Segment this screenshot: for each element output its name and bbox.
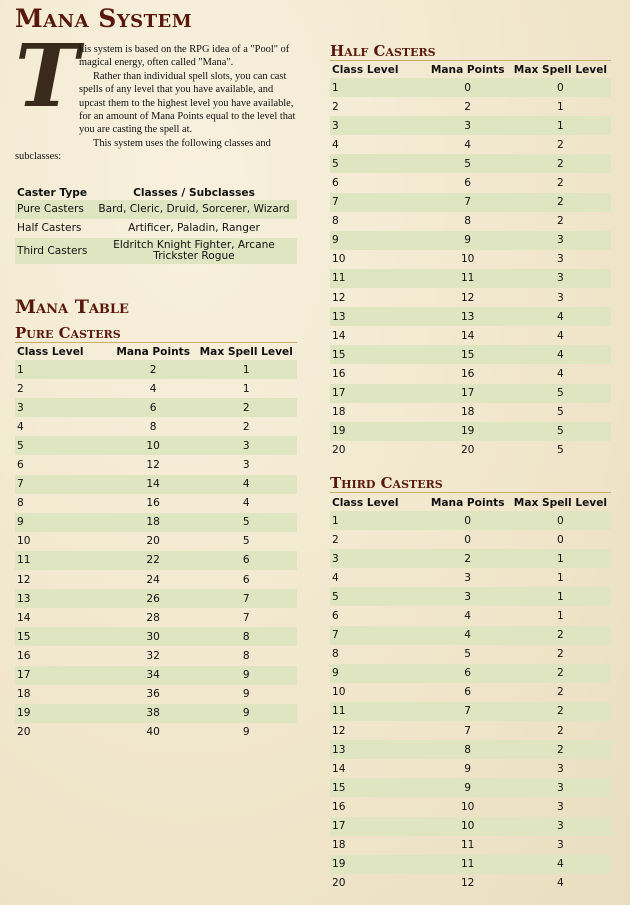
caster-classes-table bbox=[15, 186, 297, 264]
max-spell-level-cell: 9 bbox=[195, 666, 297, 685]
class-level-cell: 20 bbox=[17, 726, 31, 739]
max-spell-level-cell: 6 bbox=[195, 551, 297, 570]
table-row bbox=[330, 817, 611, 836]
column-header: Class Level bbox=[332, 64, 399, 76]
mana-points-cell: 36 bbox=[146, 688, 160, 701]
class-level-cell: 3 bbox=[330, 116, 426, 135]
mana-points-cell: 17 bbox=[426, 384, 510, 403]
max-spell-level-cell: 3 bbox=[510, 817, 611, 836]
max-spell-level-cell: 2 bbox=[510, 664, 611, 683]
max-spell-level-cell: 3 bbox=[510, 269, 611, 288]
mana-points-cell: 10 bbox=[426, 817, 510, 836]
mana-points-cell: 6 bbox=[464, 177, 472, 190]
max-spell-level-cell: 1 bbox=[557, 100, 564, 113]
table-row bbox=[330, 250, 611, 269]
column-header: Max Spell Level bbox=[513, 497, 608, 509]
max-spell-level-cell: 1 bbox=[510, 549, 611, 568]
table-row bbox=[330, 384, 611, 403]
class-level-cell: 11 bbox=[15, 551, 111, 570]
table-row bbox=[330, 326, 611, 345]
class-level-cell: 12 bbox=[332, 724, 346, 737]
mana-points-cell: 7 bbox=[426, 193, 510, 212]
table-row bbox=[15, 589, 297, 608]
table-header-row bbox=[330, 62, 611, 78]
class-level-cell: 16 bbox=[332, 800, 346, 813]
class-level-cell: 18 bbox=[332, 406, 346, 419]
table-row bbox=[330, 135, 611, 154]
class-level-cell: 1 bbox=[330, 511, 426, 530]
mana-table-heading: Mana Table bbox=[15, 296, 129, 318]
max-spell-level-cell: 2 bbox=[510, 740, 611, 759]
column-header: Max Spell Level bbox=[199, 346, 293, 358]
max-spell-level-cell: 1 bbox=[557, 610, 564, 623]
class-level-cell: 13 bbox=[15, 589, 111, 608]
class-level-cell: 8 bbox=[17, 497, 24, 510]
class-level-cell: 19 bbox=[330, 855, 426, 874]
max-spell-level-cell: 2 bbox=[557, 177, 564, 190]
class-level-cell: 1 bbox=[15, 360, 111, 379]
table-row bbox=[330, 364, 611, 383]
table-row bbox=[330, 212, 611, 231]
max-spell-level-cell: 8 bbox=[195, 627, 297, 646]
class-level-cell: 19 bbox=[15, 704, 111, 723]
max-spell-level-cell: 4 bbox=[510, 345, 611, 364]
caster-classes: Artificer, Paladin, Ranger bbox=[128, 222, 260, 234]
table-row bbox=[15, 360, 297, 379]
mana-points-cell: 0 bbox=[464, 533, 472, 546]
column-header: Class Level bbox=[17, 346, 84, 358]
table-row bbox=[330, 511, 611, 530]
table-row bbox=[330, 721, 611, 740]
class-level-cell: 5 bbox=[330, 587, 426, 606]
mana-points-cell: 10 bbox=[111, 436, 196, 455]
max-spell-level-cell: 3 bbox=[557, 839, 564, 852]
table-row bbox=[330, 231, 611, 250]
class-level-cell: 9 bbox=[330, 231, 426, 250]
max-spell-level-cell: 6 bbox=[242, 573, 250, 586]
max-spell-level-cell: 2 bbox=[242, 420, 250, 433]
class-level-cell: 20 bbox=[332, 877, 346, 890]
max-spell-level-cell: 1 bbox=[510, 116, 611, 135]
class-level-cell: 14 bbox=[17, 611, 31, 624]
mana-points-cell: 3 bbox=[464, 571, 472, 584]
max-spell-level-cell: 2 bbox=[557, 138, 564, 151]
table-row bbox=[15, 704, 297, 723]
third-casters-heading: Third Casters bbox=[330, 474, 611, 493]
mana-points-cell: 30 bbox=[111, 627, 196, 646]
caster-type: Half Casters bbox=[17, 222, 82, 234]
max-spell-level-cell: 4 bbox=[510, 855, 611, 874]
mana-points-cell: 0 bbox=[426, 511, 510, 530]
mana-points-cell: 3 bbox=[426, 116, 510, 135]
class-level-cell: 9 bbox=[15, 513, 111, 532]
caster-type: Pure Casters bbox=[15, 200, 91, 219]
class-level-cell: 6 bbox=[332, 610, 339, 623]
mana-points-cell: 16 bbox=[460, 367, 475, 380]
column-header: Max Spell Level bbox=[513, 64, 608, 76]
class-level-cell: 15 bbox=[15, 627, 111, 646]
table-row bbox=[15, 398, 297, 417]
max-spell-level-cell: 2 bbox=[557, 215, 564, 228]
table-row bbox=[330, 97, 611, 116]
table-row bbox=[330, 606, 611, 625]
class-level-cell: 7 bbox=[330, 193, 426, 212]
table-row bbox=[330, 568, 611, 587]
table-row bbox=[330, 664, 611, 683]
table-row bbox=[15, 551, 297, 570]
mana-points-cell: 22 bbox=[111, 551, 196, 570]
table-row bbox=[15, 627, 297, 646]
table-row bbox=[15, 532, 297, 551]
mana-points-cell: 8 bbox=[464, 215, 472, 228]
class-level-cell: 8 bbox=[332, 648, 339, 661]
max-spell-level-cell: 3 bbox=[557, 762, 564, 775]
max-spell-level-cell: 3 bbox=[510, 231, 611, 250]
table-row bbox=[330, 683, 611, 702]
mana-points-cell: 7 bbox=[464, 724, 472, 737]
class-level-cell: 18 bbox=[332, 839, 346, 852]
class-level-cell: 8 bbox=[332, 215, 339, 228]
class-level-cell: 17 bbox=[330, 817, 426, 836]
class-level-cell: 12 bbox=[17, 573, 31, 586]
caster-type: Third Casters bbox=[15, 238, 91, 264]
mana-points-cell: 38 bbox=[111, 704, 196, 723]
mana-points-cell: 26 bbox=[111, 589, 196, 608]
pure-casters-table bbox=[15, 344, 297, 742]
max-spell-level-cell: 2 bbox=[557, 724, 564, 737]
caster-type-header: Caster Type bbox=[17, 187, 88, 199]
class-level-cell: 3 bbox=[330, 549, 426, 568]
table-row bbox=[330, 78, 611, 97]
class-level-cell: 20 bbox=[332, 444, 346, 457]
max-spell-level-cell: 2 bbox=[195, 398, 297, 417]
mana-points-cell: 4 bbox=[149, 382, 157, 395]
class-level-cell: 15 bbox=[330, 778, 426, 797]
mana-points-cell: 12 bbox=[146, 459, 160, 472]
max-spell-level-cell: 8 bbox=[242, 649, 250, 662]
column-header: Mana Points bbox=[116, 346, 190, 358]
table-row bbox=[330, 836, 611, 855]
table-row bbox=[330, 759, 611, 778]
table-row bbox=[15, 513, 297, 532]
table-row bbox=[15, 219, 297, 238]
max-spell-level-cell: 2 bbox=[510, 702, 611, 721]
class-level-cell: 4 bbox=[332, 138, 339, 151]
table-row bbox=[330, 173, 611, 192]
table-row bbox=[330, 740, 611, 759]
max-spell-level-cell: 5 bbox=[557, 406, 564, 419]
mana-points-cell: 18 bbox=[460, 406, 475, 419]
drop-cap: T bbox=[15, 26, 79, 127]
max-spell-level-cell: 9 bbox=[242, 688, 250, 701]
max-spell-level-cell: 1 bbox=[242, 382, 250, 395]
mana-points-cell: 7 bbox=[426, 702, 510, 721]
class-level-cell: 19 bbox=[330, 422, 426, 441]
max-spell-level-cell: 1 bbox=[195, 360, 297, 379]
max-spell-level-cell: 5 bbox=[510, 384, 611, 403]
class-level-cell: 10 bbox=[332, 686, 346, 699]
table-row bbox=[15, 666, 297, 685]
max-spell-level-cell: 4 bbox=[557, 877, 564, 890]
table-row bbox=[330, 874, 611, 893]
table-row bbox=[15, 379, 297, 398]
mana-points-cell: 2 bbox=[426, 549, 510, 568]
table-header-row bbox=[330, 495, 611, 511]
table-header-row bbox=[15, 344, 297, 360]
mana-points-cell: 4 bbox=[426, 626, 510, 645]
max-spell-level-cell: 9 bbox=[242, 726, 250, 739]
classes-header: Classes / Subclasses bbox=[133, 187, 255, 199]
class-level-cell: 5 bbox=[330, 154, 426, 173]
table-row bbox=[330, 855, 611, 874]
class-level-cell: 2 bbox=[332, 533, 339, 546]
column-header: Class Level bbox=[332, 497, 399, 509]
max-spell-level-cell: 4 bbox=[195, 475, 297, 494]
mana-points-cell: 5 bbox=[464, 648, 472, 661]
mana-points-cell: 11 bbox=[426, 269, 510, 288]
table-row bbox=[15, 200, 297, 219]
mana-points-cell: 32 bbox=[146, 649, 160, 662]
max-spell-level-cell: 3 bbox=[242, 459, 250, 472]
class-level-cell: 16 bbox=[332, 367, 346, 380]
column-header: Mana Points bbox=[430, 64, 505, 76]
class-level-cell: 9 bbox=[330, 664, 426, 683]
table-row bbox=[15, 685, 297, 704]
mana-points-cell: 8 bbox=[149, 420, 157, 433]
table-row bbox=[330, 778, 611, 797]
class-level-cell: 2 bbox=[17, 382, 24, 395]
table-row bbox=[15, 494, 297, 513]
mana-points-cell: 6 bbox=[426, 664, 510, 683]
intro-paragraph-2: Rather than individual spell slots, you can cast spells of any level that you have available, and upcast them to the highest level you have available, for an amount of Mana Points equal to the level that you are casting the spell at. bbox=[79, 70, 296, 136]
class-level-cell: 15 bbox=[330, 345, 426, 364]
mana-points-cell: 5 bbox=[426, 154, 510, 173]
class-level-cell: 6 bbox=[332, 177, 339, 190]
mana-points-cell: 10 bbox=[460, 800, 475, 813]
max-spell-level-cell: 3 bbox=[557, 253, 564, 266]
table-row bbox=[330, 307, 611, 326]
class-level-cell: 17 bbox=[330, 384, 426, 403]
max-spell-level-cell: 3 bbox=[195, 436, 297, 455]
max-spell-level-cell: 4 bbox=[557, 367, 564, 380]
mana-points-cell: 11 bbox=[426, 855, 510, 874]
max-spell-level-cell: 0 bbox=[510, 511, 611, 530]
table-row bbox=[330, 797, 611, 816]
table-row bbox=[330, 626, 611, 645]
max-spell-level-cell: 3 bbox=[557, 800, 564, 813]
max-spell-level-cell: 7 bbox=[195, 589, 297, 608]
table-row bbox=[330, 702, 611, 721]
class-level-cell: 1 bbox=[330, 78, 426, 97]
max-spell-level-cell: 4 bbox=[557, 329, 564, 342]
class-level-cell: 2 bbox=[332, 100, 339, 113]
max-spell-level-cell: 5 bbox=[510, 422, 611, 441]
mana-points-cell: 20 bbox=[460, 444, 475, 457]
table-row bbox=[330, 549, 611, 568]
class-level-cell: 4 bbox=[17, 420, 24, 433]
class-level-cell: 11 bbox=[330, 269, 426, 288]
class-level-cell: 18 bbox=[17, 688, 31, 701]
pure-casters-heading: Pure Casters bbox=[15, 324, 297, 343]
table-row bbox=[330, 645, 611, 664]
mana-points-cell: 18 bbox=[111, 513, 196, 532]
max-spell-level-cell: 9 bbox=[195, 704, 297, 723]
mana-points-cell: 3 bbox=[426, 587, 510, 606]
class-level-cell: 12 bbox=[332, 291, 346, 304]
max-spell-level-cell: 3 bbox=[510, 778, 611, 797]
table-row bbox=[15, 417, 297, 436]
table-row bbox=[330, 587, 611, 606]
table-row bbox=[330, 403, 611, 422]
class-level-cell: 13 bbox=[330, 740, 426, 759]
max-spell-level-cell: 3 bbox=[557, 291, 564, 304]
mana-points-cell: 10 bbox=[460, 253, 475, 266]
table-row bbox=[15, 455, 297, 474]
max-spell-level-cell: 2 bbox=[510, 154, 611, 173]
mana-points-cell: 16 bbox=[146, 497, 160, 510]
class-level-cell: 17 bbox=[15, 666, 111, 685]
max-spell-level-cell: 4 bbox=[510, 307, 611, 326]
mana-points-cell: 12 bbox=[460, 291, 475, 304]
mana-points-cell: 6 bbox=[464, 686, 472, 699]
caster-classes: Bard, Cleric, Druid, Sorcerer, Wizard bbox=[91, 200, 297, 219]
max-spell-level-cell: 2 bbox=[510, 626, 611, 645]
third-casters-table bbox=[330, 495, 611, 893]
mana-points-cell: 24 bbox=[146, 573, 160, 586]
class-level-cell: 13 bbox=[330, 307, 426, 326]
max-spell-level-cell: 5 bbox=[557, 444, 564, 457]
mana-points-cell: 20 bbox=[146, 535, 160, 548]
table-row bbox=[330, 441, 611, 460]
page-title: Mana System bbox=[15, 4, 193, 33]
table-row bbox=[330, 288, 611, 307]
max-spell-level-cell: 5 bbox=[242, 535, 250, 548]
table-row bbox=[15, 570, 297, 589]
half-casters-heading: Half Casters bbox=[330, 42, 611, 61]
table-row bbox=[330, 193, 611, 212]
table-row bbox=[15, 646, 297, 665]
table-row bbox=[330, 530, 611, 549]
max-spell-level-cell: 1 bbox=[510, 587, 611, 606]
table-row bbox=[15, 723, 297, 742]
class-level-cell: 16 bbox=[17, 649, 31, 662]
class-level-cell: 7 bbox=[330, 626, 426, 645]
mana-points-cell: 19 bbox=[426, 422, 510, 441]
half-casters-table bbox=[330, 62, 611, 460]
mana-points-cell: 12 bbox=[460, 877, 475, 890]
class-level-cell: 10 bbox=[332, 253, 346, 266]
mana-points-cell: 11 bbox=[460, 839, 475, 852]
class-level-cell: 11 bbox=[330, 702, 426, 721]
class-level-cell: 5 bbox=[15, 436, 111, 455]
max-spell-level-cell: 5 bbox=[195, 513, 297, 532]
intro-text bbox=[15, 26, 297, 164]
mana-points-cell: 14 bbox=[460, 329, 475, 342]
max-spell-level-cell: 2 bbox=[510, 193, 611, 212]
mana-points-cell: 4 bbox=[464, 138, 472, 151]
mana-points-cell: 28 bbox=[146, 611, 160, 624]
class-level-cell: 6 bbox=[17, 459, 24, 472]
intro-paragraph-1: his system is based on the RPG idea of a "Pool" of magical energy, often called "Mana". bbox=[79, 44, 290, 69]
table-row bbox=[15, 436, 297, 455]
mana-points-cell: 9 bbox=[464, 762, 472, 775]
max-spell-level-cell: 0 bbox=[510, 78, 611, 97]
mana-points-cell: 0 bbox=[426, 78, 510, 97]
max-spell-level-cell: 2 bbox=[557, 686, 564, 699]
class-level-cell: 14 bbox=[332, 329, 346, 342]
table-row bbox=[15, 475, 297, 494]
mana-points-cell: 9 bbox=[426, 778, 510, 797]
max-spell-level-cell: 2 bbox=[557, 648, 564, 661]
table-row bbox=[330, 345, 611, 364]
column-header: Mana Points bbox=[430, 497, 505, 509]
table-row bbox=[330, 422, 611, 441]
mana-points-cell: 13 bbox=[426, 307, 510, 326]
mana-points-cell: 4 bbox=[464, 610, 472, 623]
class-level-cell: 10 bbox=[17, 535, 31, 548]
table-row bbox=[330, 269, 611, 288]
mana-points-cell: 40 bbox=[146, 726, 160, 739]
mana-points-cell: 8 bbox=[426, 740, 510, 759]
class-level-cell: 4 bbox=[332, 571, 339, 584]
mana-points-cell: 9 bbox=[426, 231, 510, 250]
mana-points-cell: 6 bbox=[111, 398, 196, 417]
class-level-cell: 3 bbox=[15, 398, 111, 417]
mana-points-cell: 34 bbox=[111, 666, 196, 685]
mana-points-cell: 15 bbox=[426, 345, 510, 364]
max-spell-level-cell: 4 bbox=[242, 497, 250, 510]
class-level-cell: 7 bbox=[15, 475, 111, 494]
mana-points-cell: 14 bbox=[111, 475, 196, 494]
class-level-cell: 14 bbox=[332, 762, 346, 775]
mana-points-cell: 2 bbox=[464, 100, 472, 113]
table-row bbox=[15, 238, 297, 264]
table-row bbox=[330, 154, 611, 173]
max-spell-level-cell: 0 bbox=[557, 533, 564, 546]
caster-classes: Eldritch Knight Fighter, Arcane Trickster Rogue bbox=[91, 238, 297, 264]
mana-points-cell: 2 bbox=[111, 360, 196, 379]
max-spell-level-cell: 1 bbox=[557, 571, 564, 584]
intro-paragraph-3: This system uses the following classes and subclasses: bbox=[15, 137, 271, 163]
table-row bbox=[330, 116, 611, 135]
table-row bbox=[15, 608, 297, 627]
max-spell-level-cell: 7 bbox=[242, 611, 250, 624]
